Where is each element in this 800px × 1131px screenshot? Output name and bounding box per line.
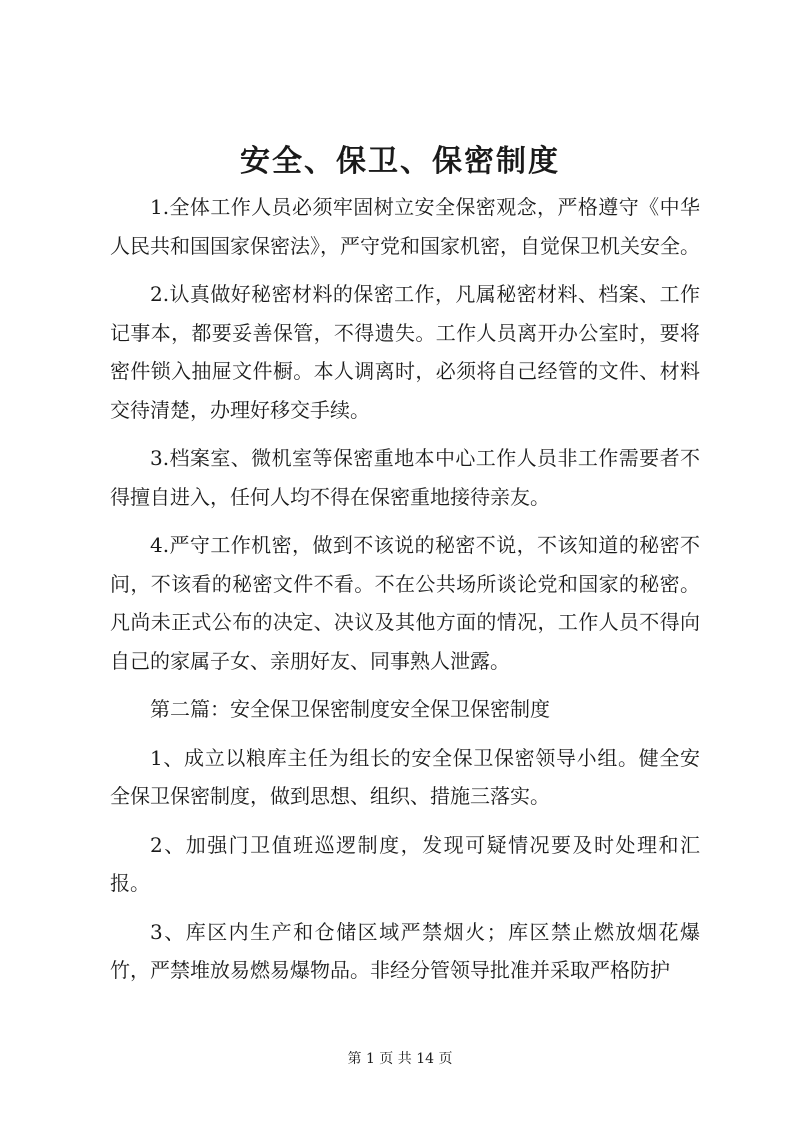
document-title: 安全、保卫、保密制度	[240, 144, 560, 179]
paragraph-6: 2、加强门卫值班巡逻制度，发现可疑情况要及时处理和汇报。	[110, 832, 700, 895]
paragraph-2: 2.认真做好秘密材料的保密工作，凡属秘密材料、档案、工作记事本，都要妥善保管，不得遗失。工作人员离开办公室时，要将密件锁入抽屉文件橱。本人调离时，必须将自己经管的文件、材料交待清楚，办理好移交手续。	[110, 282, 700, 422]
paragraph-7: 3、库区内生产和仓储区域严禁烟火；库区禁止燃放烟花爆竹，严禁堆放易燃易爆物品。非经分管领导批准并采取严格防护	[110, 919, 700, 982]
paragraph-1: 1.全体工作人员必须牢固树立安全保密观念，严格遵守《中华人民共和国国家保密法》，严守党和国家机密，自觉保卫机关安全。	[110, 195, 700, 258]
section-heading: 第二篇：安全保卫保密制度安全保卫保密制度	[150, 697, 550, 721]
document-body	[110, 188, 700, 1000]
paragraph-3: 3.档案室、微机室等保密重地本中心工作人员非工作需要者不得擅自进入，任何人均不得在保密重地接待亲友。	[110, 446, 700, 509]
page-footer: 第 1 页 共 14 页	[347, 1051, 453, 1067]
paragraph-5: 1、成立以粮库主任为组长的安全保卫保密领导小组。健全安全保卫保密制度，做到思想、组织、措施三落实。	[110, 745, 700, 808]
paragraph-4: 4.严守工作机密，做到不该说的秘密不说，不该知道的秘密不问，不该看的秘密文件不看。不在公共场所谈论党和国家的秘密。凡尚未正式公布的决定、决议及其他方面的情况，工作人员不得向自己的家属子女、亲朋好友、同事熟人泄露。	[110, 533, 700, 673]
